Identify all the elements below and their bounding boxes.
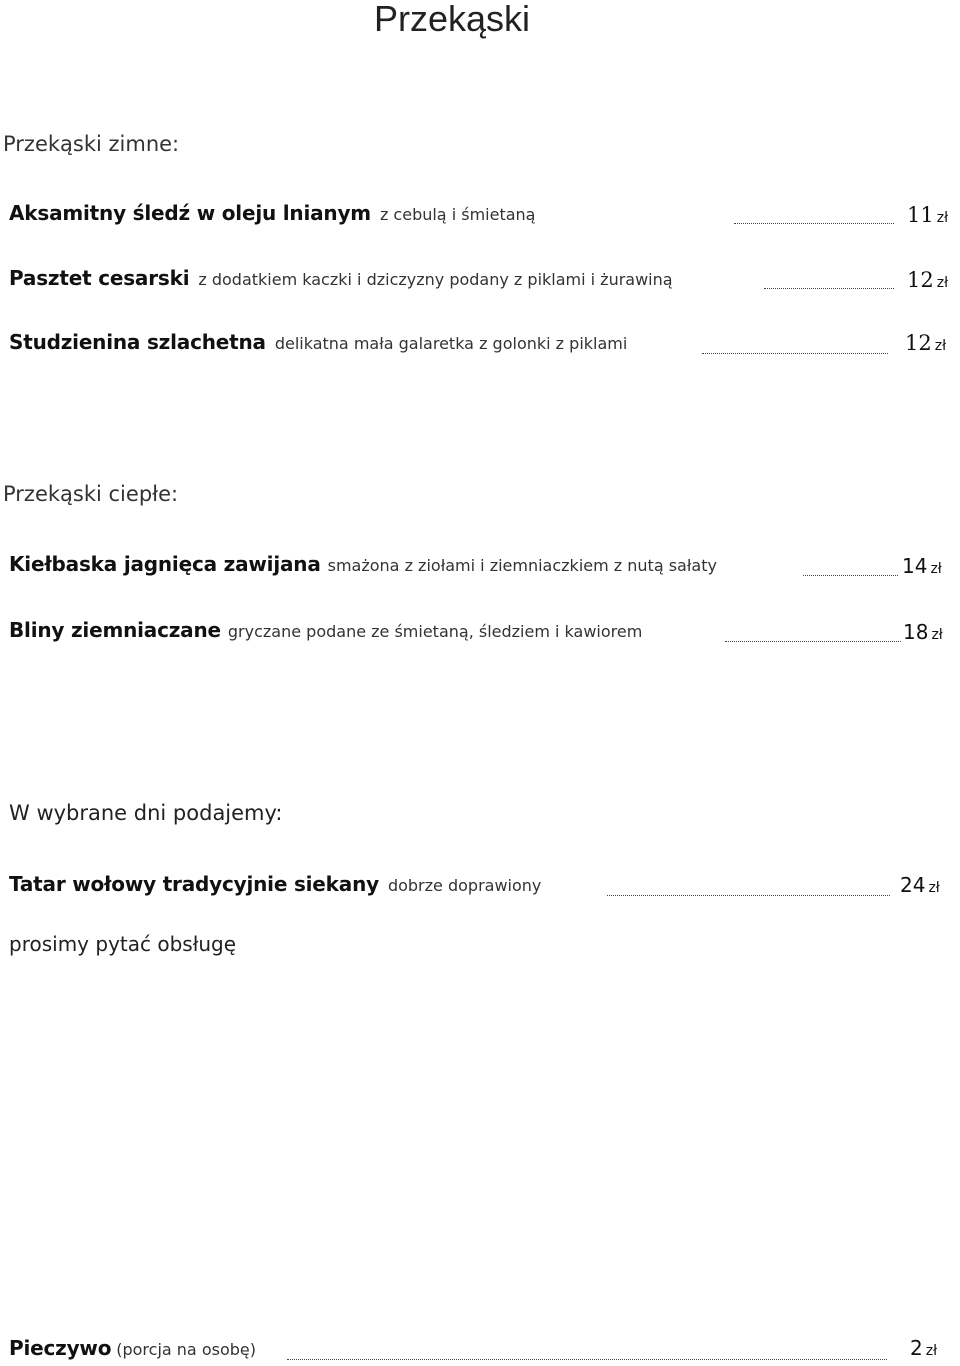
dot-leader [803,574,898,576]
item-price: 12 zł [905,331,947,355]
item-name: Kiełbaska jagnięca zawijana [9,552,321,576]
note-ask-staff: prosimy pytać obsługę [9,932,237,956]
menu-item-tatar [9,872,541,902]
item-description: gryczane podane ze śmietaną, śledziem i kawiorem [227,622,643,641]
item-name: Bliny ziemniaczane [9,618,221,642]
page-title: Przekąski [373,0,531,39]
item-description: smażona z ziołami i ziemniaczkiem z nutą sałaty [327,556,717,575]
dot-leader [734,222,894,224]
menu-item-bliny [9,618,642,648]
item-description: dobrze doprawiony [387,876,542,895]
item-price: 11 zł [907,203,949,227]
item-description: z dodatkiem kaczki i dziczyzny podany z piklami i żurawiną [198,270,673,289]
menu-item-pieczywo [9,1336,256,1366]
menu-item-kielbaska [9,552,717,582]
menu-item-studzienina [9,330,627,360]
item-name: Tatar wołowy tradycyjnie siekany [9,872,379,896]
item-description: delikatna mała galaretka z golonki z piklami [274,334,628,353]
dot-leader [702,352,888,354]
section-heading-warm: Przekąski ciepłe: [3,482,179,506]
item-name: Pieczywo [9,1336,112,1360]
item-description: z cebulą i śmietaną [379,205,536,224]
item-price: 18 zł [903,620,943,644]
item-name: Pasztet cesarski [9,266,190,290]
dot-leader [725,640,901,642]
dot-leader [287,1358,887,1360]
item-name: Aksamitny śledź w oleju lnianym [9,201,371,225]
menu-item-pasztet [9,266,673,296]
section-heading-special: W wybrane dni podajemy: [9,801,283,825]
section-heading-cold: Przekąski zimne: [3,132,180,156]
item-description: (porcja na osobę) [116,1340,256,1359]
item-price: 14 zł [902,554,942,578]
item-price: 12 zł [907,268,949,292]
dot-leader [764,287,894,289]
item-price: 2 zł [910,1336,938,1360]
item-price: 24 zł [900,873,940,897]
menu-item-sledz [9,201,535,231]
item-name: Studzienina szlachetna [9,330,266,354]
dot-leader [607,894,890,896]
